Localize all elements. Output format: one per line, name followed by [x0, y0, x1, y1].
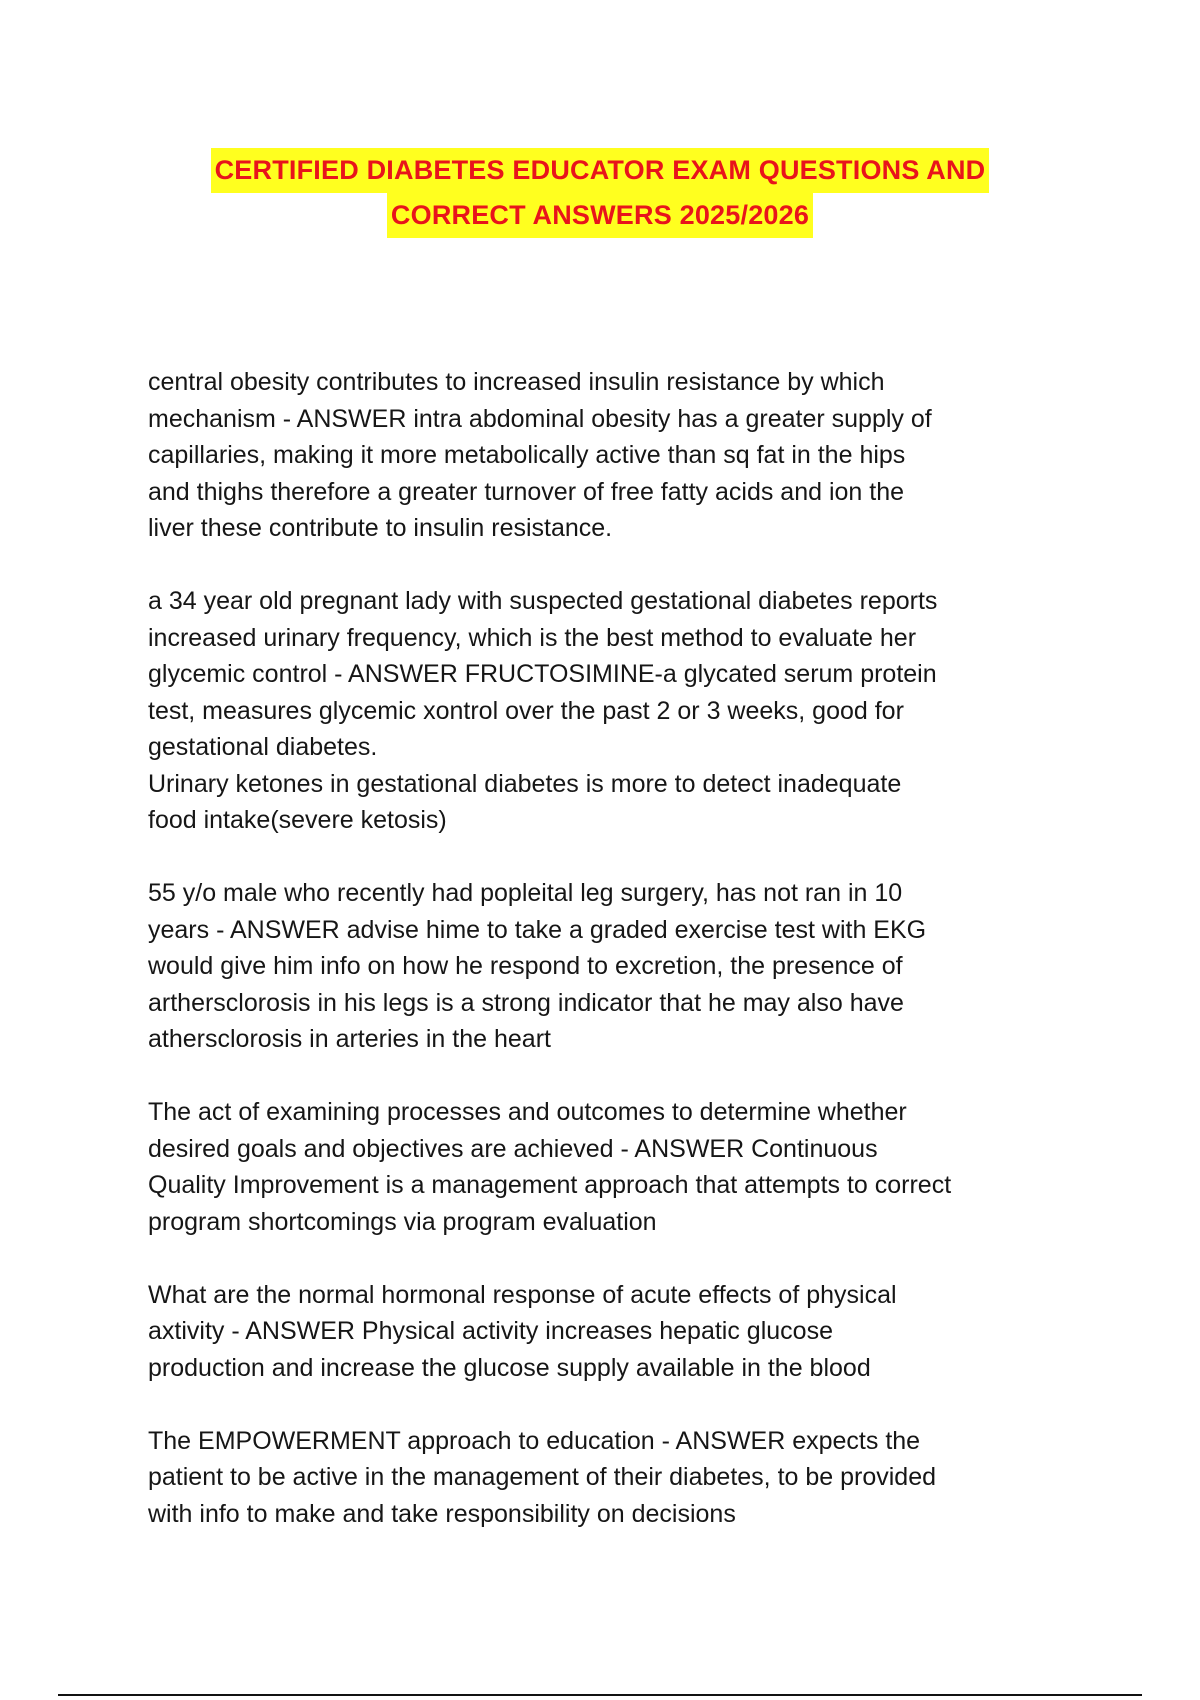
qa-entry-6: The EMPOWERMENT approach to education - ANSWER expects the patient to be active in the management of their diabetes, to be provided with info to make and take responsibility on decisions	[148, 1426, 937, 1528]
qa-list	[148, 364, 1068, 1569]
qa-entry-5: What are the normal hormonal response of acute effects of physical axtivity - ANSWER Physical activity increases hepatic glucose production and increase the glucose supply available in the blood	[148, 1280, 897, 1382]
title-line-2: CORRECT ANSWERS 2025/2026	[387, 193, 813, 238]
qa-entry-4: The act of examining processes and outcomes to determine whether desired goals and objectives are achieved - ANSWER Continuous Quality Improvement is a management approach that attempts to correct program shortcomings via program evaluation	[148, 1098, 952, 1236]
qa-entry-2: a 34 year old pregnant lady with suspected gestational diabetes reports increased urinary frequency, which is the best method to evaluate her glycemic control - ANSWER FRUCTOSIMINE-a glycated serum protein test, measures glycemic xontrol over the past 2 or 3 weeks, good for gestational diabetes. Urinary ketones in gestational diabetes is more to detect inadequate food intake(severe ketosis)	[148, 587, 938, 834]
qa-entry-3: 55 y/o male who recently had popleital leg surgery, has not ran in 10 years - ANSWER advise hime to take a graded exercise test with EKG would give him info on how he respond to excretion, the presence of arthersclorosis in his legs is a strong indicator that he may also have athersclorosis in arteries in the heart	[148, 879, 927, 1053]
bottom-divider	[58, 1694, 1142, 1696]
qa-entry-1: central obesity contributes to increased insulin resistance by which mechanism - ANSWER intra abdominal obesity has a greater supply of capillaries, making it more metabolically active than sq fat in the hips and thighs therefore a greater turnover of free fatty acids and ion the liver these contribute to insulin resistance.	[148, 368, 932, 542]
document-title	[0, 148, 1200, 238]
title-line-1: CERTIFIED DIABETES EDUCATOR EXAM QUESTIONS AND	[211, 148, 990, 193]
